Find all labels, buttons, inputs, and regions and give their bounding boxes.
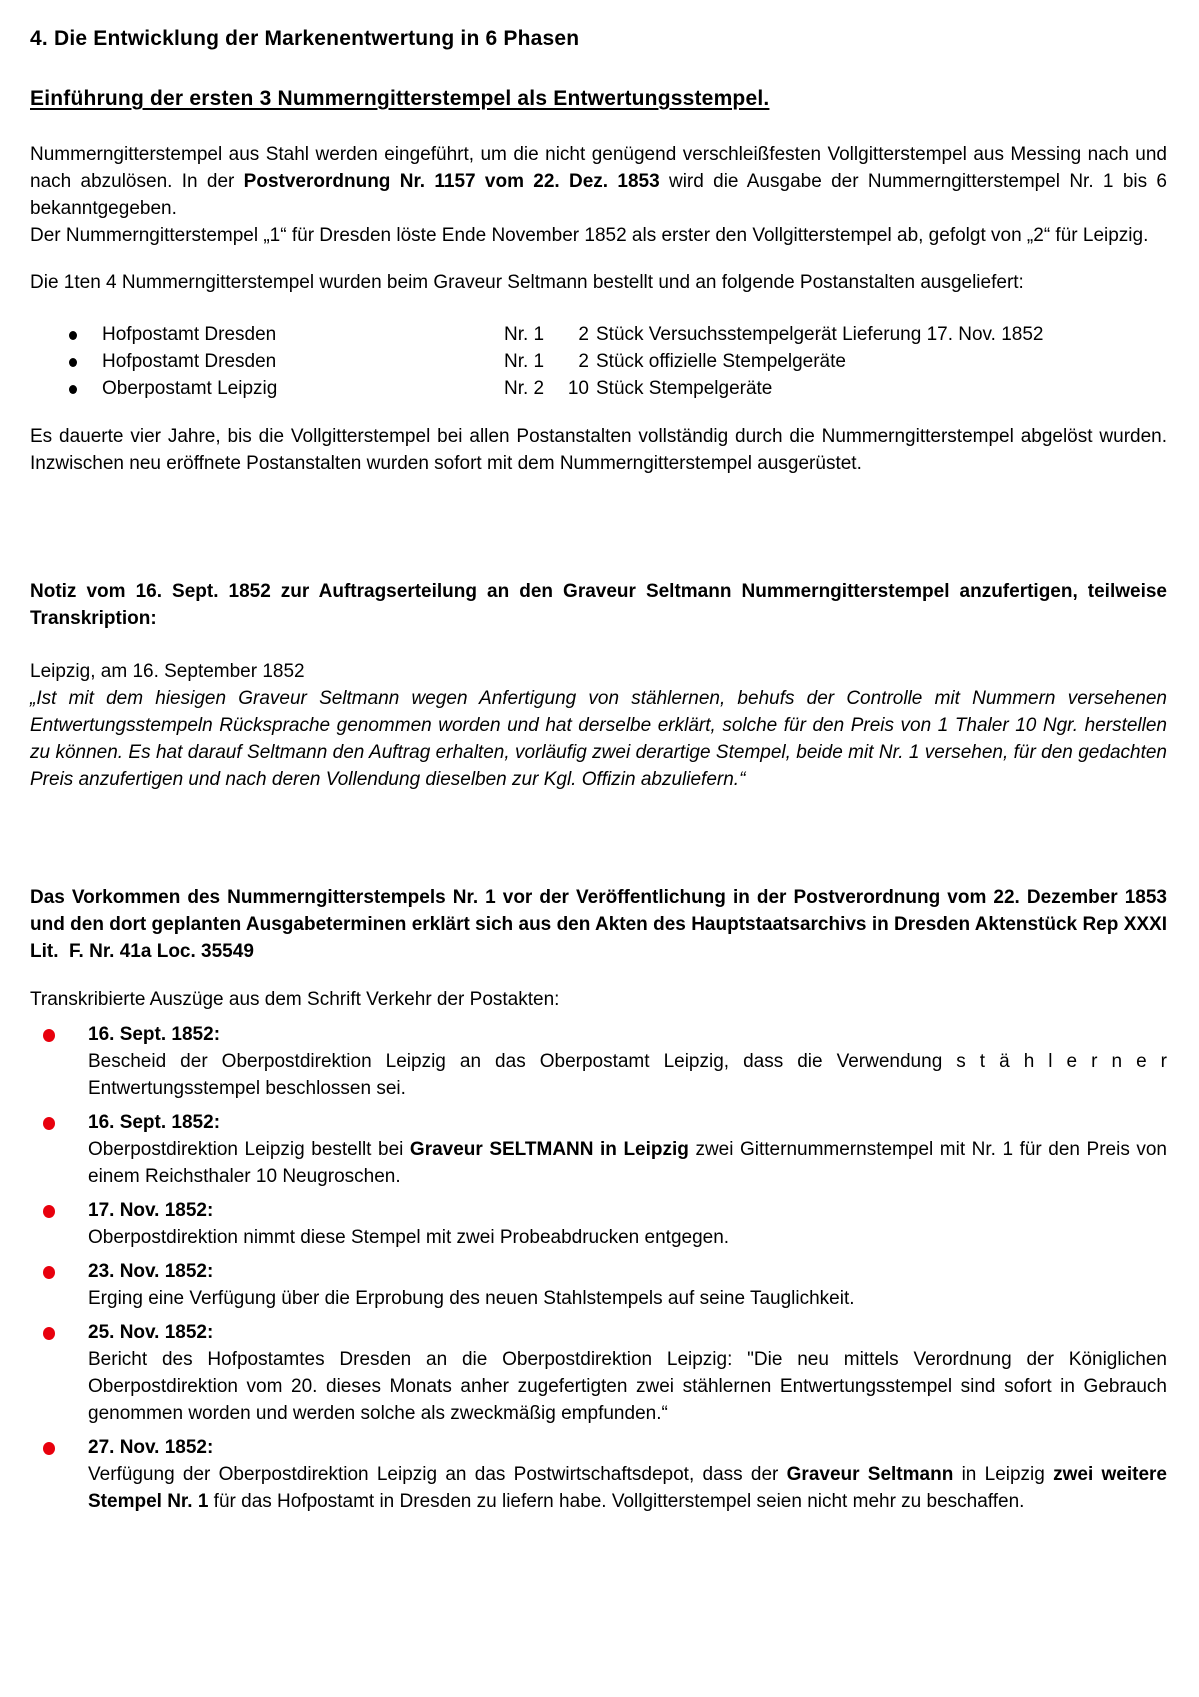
timeline-date: 25. Nov. 1852: <box>88 1322 214 1343</box>
timeline-body <box>88 1461 1167 1515</box>
transcription-block <box>30 658 1167 793</box>
timeline-text: Verfügung der Oberpostdirektion Leipzig an das Postwirtschaftsdepot, dass der <box>88 1464 787 1485</box>
section-heading: Einführung der ersten 3 Nummerngitterstempel als Entwertungsstempel. <box>30 87 770 110</box>
timeline-item <box>88 1434 1167 1515</box>
timeline-text: zwei Gitternummernstempel mit Nr. 1 für den Preis von einem Reichsthaler 10 Neugroschen. <box>88 1139 1168 1187</box>
delivery-desc: Stück Versuchsstempelgerät Lieferung 17. Nov. 1852 <box>596 324 1044 345</box>
page-title: 4. Die Entwicklung der Markenentwertung in 6 Phasen <box>30 27 580 50</box>
timeline-item <box>88 1258 1167 1312</box>
delivery-office: Hofpostamt Dresden <box>102 351 277 372</box>
vorkommen-heading: Das Vorkommen des Nummerngitterstempels Nr. 1 vor der Veröffentlichung in der Postverordnung vom 22. Dezember 1853 und den dort geplanten Ausgabeterminen erklärt sich aus den Akten des Hauptstaatsarchivs in Dresden Aktenstück Rep XXXI Lit. F. Nr. 41a Loc. 35549 <box>30 887 1167 962</box>
timeline-body <box>88 1136 1167 1190</box>
red-bullet-icon <box>43 1266 55 1279</box>
intro-paragraph-2: Der Nummerngitterstempel „1“ für Dresden löste Ende November 1852 als erster den Vollgitterstempel ab, gefolgt von „2“ für Leipzig. <box>30 225 1149 246</box>
list-item <box>102 321 1167 348</box>
timeline-date: 23. Nov. 1852: <box>88 1261 214 1282</box>
timeline-item <box>88 1319 1167 1427</box>
timeline-date: 17. Nov. 1852: <box>88 1200 214 1221</box>
timeline-text: Oberpostdirektion Leipzig bestellt bei <box>88 1139 410 1160</box>
timeline-text: für das Hofpostamt in Dresden zu liefern habe. Vollgitterstempel seien nicht mehr zu beschaffen. <box>208 1491 1025 1512</box>
transcription-quote: „Ist mit dem hiesigen Graveur Seltmann wegen Anfertigung von stählernen, behufs der Controlle mit Nummern versehenen Entwertungsstempeln Rücksprache genommen worden und hat derselbe erklärt, solche für den Preis von 1 Thaler 10 Ngr. herstellen zu können. Es hat darauf Seltmann den Auftrag erhalten, vorläufig zwei derartige Stempel, beide mit Nr. 1 versehen, für den gedachten Preis anzufertigen und nach deren Vollendung dieselben zur Kgl. Offizin abzuliefern.“ <box>30 688 1167 790</box>
delivery-office: Hofpostamt Dresden <box>102 324 277 345</box>
bullet-icon <box>69 331 77 340</box>
timeline-body <box>88 1285 1167 1312</box>
delivery-qty: 10 <box>567 378 589 399</box>
timeline-body <box>88 1346 1167 1427</box>
delivery-qty: 2 <box>578 324 589 345</box>
intro-text-1: Nummerngitterstempel aus Stahl werden eingeführt, um die nicht genügend verschleißfesten Vollgitterstempel aus Messing nach und nach abzulösen. In der <box>30 144 1167 192</box>
timeline-item <box>88 1021 1167 1102</box>
timeline-text: Bericht des Hofpostamtes Dresden an die Oberpostdirektion Leipzig: "Die neu mittels Verordnung der Königlichen Oberpostdirektion vom 20. dieses Monats anher zugefertigten zwei stählernen Entwertungsstempel sind sofort in Gebrauch genommen worden und werden solche als zweckmäßig empfunden.“ <box>88 1349 1167 1424</box>
delivery-qty: 2 <box>578 351 589 372</box>
bullet-icon <box>69 358 77 367</box>
delivery-nr: Nr. 1 <box>504 324 545 345</box>
red-bullet-icon <box>43 1327 55 1340</box>
delivery-intro: Die 1ten 4 Nummerngitterstempel wurden beim Graveur Seltmann bestellt und an folgende Postanstalten ausgeliefert: <box>30 272 1024 293</box>
notiz-heading: Notiz vom 16. Sept. 1852 zur Auftragserteilung an den Graveur Seltmann Nummerngitterstempel anzufertigen, teilweise Transkription: <box>30 581 1167 629</box>
red-bullet-icon <box>43 1117 55 1130</box>
timeline-text: Oberpostdirektion nimmt diese Stempel mit zwei Probeabdrucken entgegen. <box>88 1227 730 1248</box>
timeline-item <box>88 1109 1167 1190</box>
timeline-item <box>88 1197 1167 1251</box>
timeline-list <box>30 1021 1167 1515</box>
intro-text-2: wird die Ausgabe der Nummerngitterstempel Nr. 1 bis 6 bekanntgegeben. <box>30 171 1167 219</box>
timeline-date: 27. Nov. 1852: <box>88 1437 214 1458</box>
timeline-body <box>88 1048 1167 1102</box>
list-item <box>102 375 1167 402</box>
delivery-list <box>30 321 1167 402</box>
timeline-text-bold: zwei weitere Stempel Nr. 1 <box>88 1464 1167 1512</box>
delivery-desc: Stück offizielle Stempelgeräte <box>596 351 846 372</box>
timeline-date: 16. Sept. 1852: <box>88 1024 221 1045</box>
timeline-body <box>88 1224 1167 1251</box>
red-bullet-icon <box>43 1205 55 1218</box>
duration-paragraph: Es dauerte vier Jahre, bis die Vollgitterstempel bei allen Postanstalten vollständig durch die Nummerngitterstempel abgelöst wurden. Inzwischen neu eröffnete Postanstalten wurden sofort mit dem Nummerngitterstempel ausgerüstet. <box>30 426 1167 474</box>
timeline-text: Bescheid der Oberpostdirektion Leipzig an das Oberpostamt Leipzig, dass die Verwendung s t ä h l e r n e r Entwertungsstempel beschlossen sei. <box>88 1051 1167 1099</box>
timeline-text: in Leipzig <box>953 1464 1054 1485</box>
transcription-dateline: Leipzig, am 16. September 1852 <box>30 661 305 682</box>
timeline-text-bold: Graveur SELTMANN in Leipzig <box>409 1139 689 1160</box>
timeline-text-bold: Graveur Seltmann <box>786 1464 954 1485</box>
delivery-office: Oberpostamt Leipzig <box>102 378 278 399</box>
red-bullet-icon <box>43 1029 55 1042</box>
list-item <box>102 348 1167 375</box>
delivery-desc: Stück Stempelgeräte <box>596 378 773 399</box>
timeline-intro: Transkribierte Auszüge aus dem Schrift Verkehr der Postakten: <box>30 989 560 1010</box>
timeline-text: Erging eine Verfügung über die Erprobung des neuen Stahlstempels auf seine Tauglichkeit. <box>88 1288 855 1309</box>
red-bullet-icon <box>43 1442 55 1455</box>
bullet-icon <box>69 385 77 394</box>
delivery-nr: Nr. 1 <box>504 351 545 372</box>
delivery-nr: Nr. 2 <box>504 378 545 399</box>
intro-bold-postverordnung: Postverordnung Nr. 1157 vom 22. Dez. 1853 <box>243 171 660 192</box>
timeline-date: 16. Sept. 1852: <box>88 1112 221 1133</box>
intro-paragraph <box>30 141 1167 222</box>
